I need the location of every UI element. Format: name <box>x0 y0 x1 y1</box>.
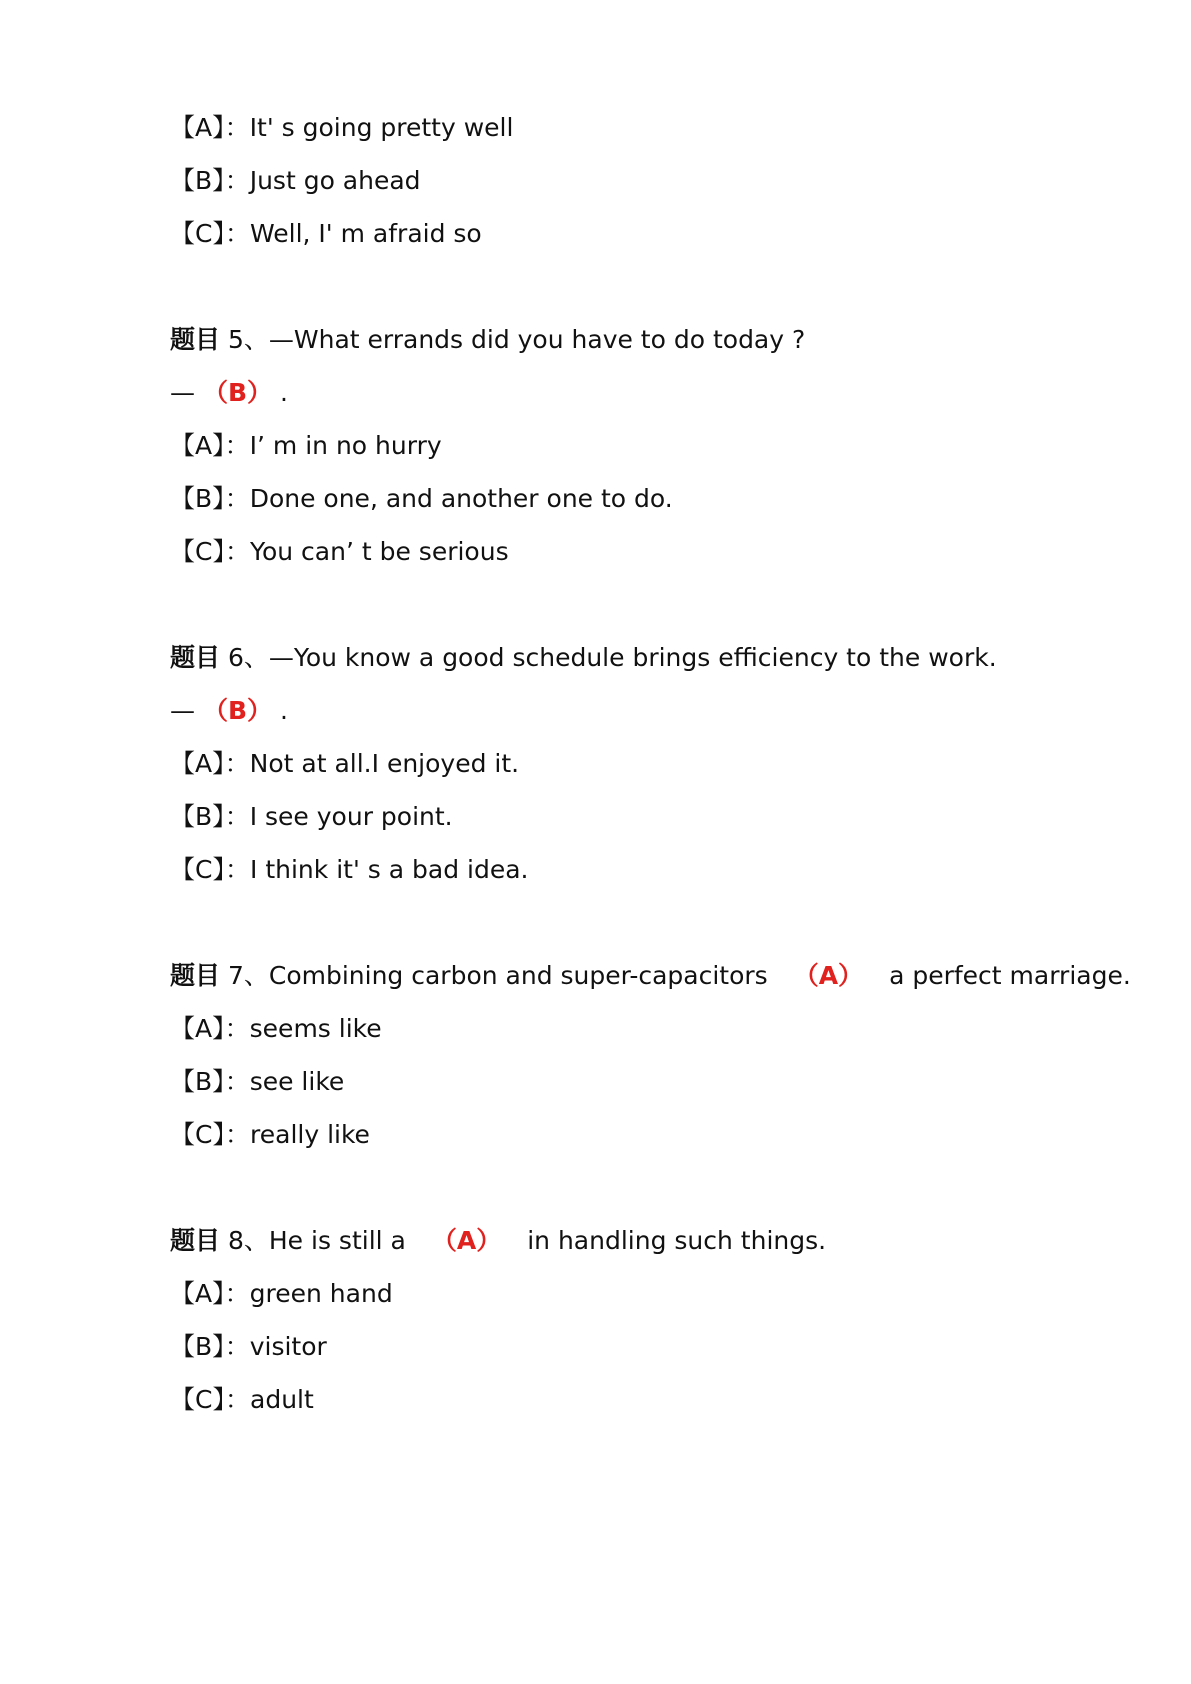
question-label: 题目 <box>170 1226 221 1255</box>
option-letter: A <box>195 1014 213 1043</box>
option-c <box>170 536 509 568</box>
option-text: It' s going pretty well <box>249 113 514 142</box>
option-b <box>170 1331 327 1363</box>
option-b <box>170 1066 344 1098</box>
option-close-bracket: 】 <box>212 219 225 248</box>
question-8-stem <box>170 1225 826 1257</box>
option-open-bracket: 【 <box>170 802 196 831</box>
option-a <box>170 112 513 144</box>
option-separator: ： <box>224 1014 250 1043</box>
option-separator: ： <box>225 1120 251 1149</box>
question-number: 7、 <box>227 961 269 990</box>
option-letter: B <box>195 166 213 195</box>
question-6-stem <box>170 642 997 674</box>
option-text: You can’ t be serious <box>250 537 509 566</box>
answer-mark: （A） <box>431 1226 502 1255</box>
option-separator: ： <box>224 1279 250 1308</box>
option-text: adult <box>250 1385 314 1414</box>
question-number: 6、 <box>227 643 269 672</box>
option-letter: C <box>195 1385 213 1414</box>
option-open-bracket: 【 <box>170 1120 196 1149</box>
option-a <box>170 1013 382 1045</box>
option-close-bracket: 】 <box>212 484 225 513</box>
option-text: Just go ahead <box>249 166 421 195</box>
option-b <box>170 801 453 833</box>
option-letter: A <box>195 113 213 142</box>
option-separator: ： <box>224 749 250 778</box>
answer-mark: （B） <box>202 378 273 407</box>
option-a <box>170 748 519 780</box>
option-text: I’ m in no hurry <box>249 431 442 460</box>
question-text: —What errands did you have to do today ? <box>268 325 806 354</box>
option-open-bracket: 【 <box>170 1014 196 1043</box>
option-close-bracket: 】 <box>212 749 225 778</box>
option-open-bracket: 【 <box>170 537 196 566</box>
question-label: 题目 <box>170 643 221 672</box>
option-separator: ： <box>225 855 251 884</box>
option-text: I think it' s a bad idea. <box>250 855 529 884</box>
option-close-bracket: 】 <box>212 1120 225 1149</box>
option-close-bracket: 】 <box>212 537 225 566</box>
option-separator: ： <box>224 1332 250 1361</box>
answer-mark: （B） <box>202 696 273 725</box>
option-text: Well, I' m afraid so <box>250 219 482 248</box>
question-label: 题目 <box>170 325 221 354</box>
option-c <box>170 1384 314 1416</box>
question-text: He is still a <box>268 1226 406 1255</box>
question-text: —You know a good schedule brings efficiency to the work. <box>268 643 997 672</box>
option-a <box>170 1278 393 1310</box>
option-open-bracket: 【 <box>170 166 196 195</box>
option-c <box>170 854 528 886</box>
option-text: green hand <box>249 1279 393 1308</box>
option-text: really like <box>250 1120 370 1149</box>
option-separator: ： <box>224 166 250 195</box>
option-letter: A <box>195 749 213 778</box>
option-b <box>170 483 673 515</box>
option-c <box>170 1119 370 1151</box>
option-open-bracket: 【 <box>170 431 196 460</box>
option-b <box>170 165 421 197</box>
answer-mark: （A） <box>793 961 864 990</box>
option-close-bracket: 】 <box>212 166 225 195</box>
option-a <box>170 430 442 462</box>
option-open-bracket: 【 <box>170 113 196 142</box>
option-letter: B <box>195 802 213 831</box>
question-7-stem <box>170 960 1131 992</box>
option-separator: ： <box>225 1385 251 1414</box>
question-number: 5、 <box>227 325 269 354</box>
question-text: Combining carbon and super-capacitors <box>268 961 768 990</box>
option-letter: B <box>195 1067 213 1096</box>
option-letter: A <box>195 1279 213 1308</box>
question-number: 8、 <box>227 1226 269 1255</box>
option-close-bracket: 】 <box>212 431 225 460</box>
question-6-reply <box>170 695 288 727</box>
option-separator: ： <box>225 537 251 566</box>
option-letter: C <box>195 1120 213 1149</box>
option-text: Not at all.I enjoyed it. <box>249 749 520 778</box>
option-close-bracket: 】 <box>212 1014 225 1043</box>
option-text: Done one, and another one to do. <box>249 484 673 513</box>
option-separator: ： <box>224 802 250 831</box>
option-letter: B <box>195 484 213 513</box>
option-separator: ： <box>224 113 250 142</box>
option-text: visitor <box>249 1332 327 1361</box>
option-separator: ： <box>224 1067 250 1096</box>
question-text-after: a perfect marriage. <box>889 961 1131 990</box>
option-text: seems like <box>249 1014 382 1043</box>
option-text: see like <box>249 1067 345 1096</box>
option-text: I see your point. <box>249 802 453 831</box>
option-open-bracket: 【 <box>170 1067 196 1096</box>
option-letter: C <box>195 537 213 566</box>
option-close-bracket: 】 <box>212 1385 225 1414</box>
question-label: 题目 <box>170 961 221 990</box>
option-open-bracket: 【 <box>170 749 196 778</box>
option-close-bracket: 】 <box>212 1067 225 1096</box>
reply-suffix: . <box>272 378 288 407</box>
option-close-bracket: 】 <box>212 855 225 884</box>
option-separator: ： <box>224 484 250 513</box>
option-open-bracket: 【 <box>170 855 196 884</box>
reply-dash: — <box>170 378 195 407</box>
question-text-after: in handling such things. <box>527 1226 827 1255</box>
option-close-bracket: 】 <box>212 802 225 831</box>
option-letter: B <box>195 1332 213 1361</box>
option-close-bracket: 】 <box>212 1279 225 1308</box>
option-separator: ： <box>224 431 250 460</box>
option-open-bracket: 【 <box>170 1279 196 1308</box>
reply-dash: — <box>170 696 195 725</box>
option-letter: C <box>195 219 213 248</box>
option-open-bracket: 【 <box>170 1385 196 1414</box>
option-open-bracket: 【 <box>170 219 196 248</box>
option-close-bracket: 】 <box>212 1332 225 1361</box>
option-separator: ： <box>225 219 251 248</box>
option-letter: C <box>195 855 213 884</box>
option-c <box>170 218 482 250</box>
reply-suffix: . <box>272 696 288 725</box>
option-open-bracket: 【 <box>170 484 196 513</box>
question-5-reply <box>170 377 288 409</box>
question-5-stem <box>170 324 805 356</box>
option-close-bracket: 】 <box>212 113 225 142</box>
option-open-bracket: 【 <box>170 1332 196 1361</box>
option-letter: A <box>195 431 213 460</box>
